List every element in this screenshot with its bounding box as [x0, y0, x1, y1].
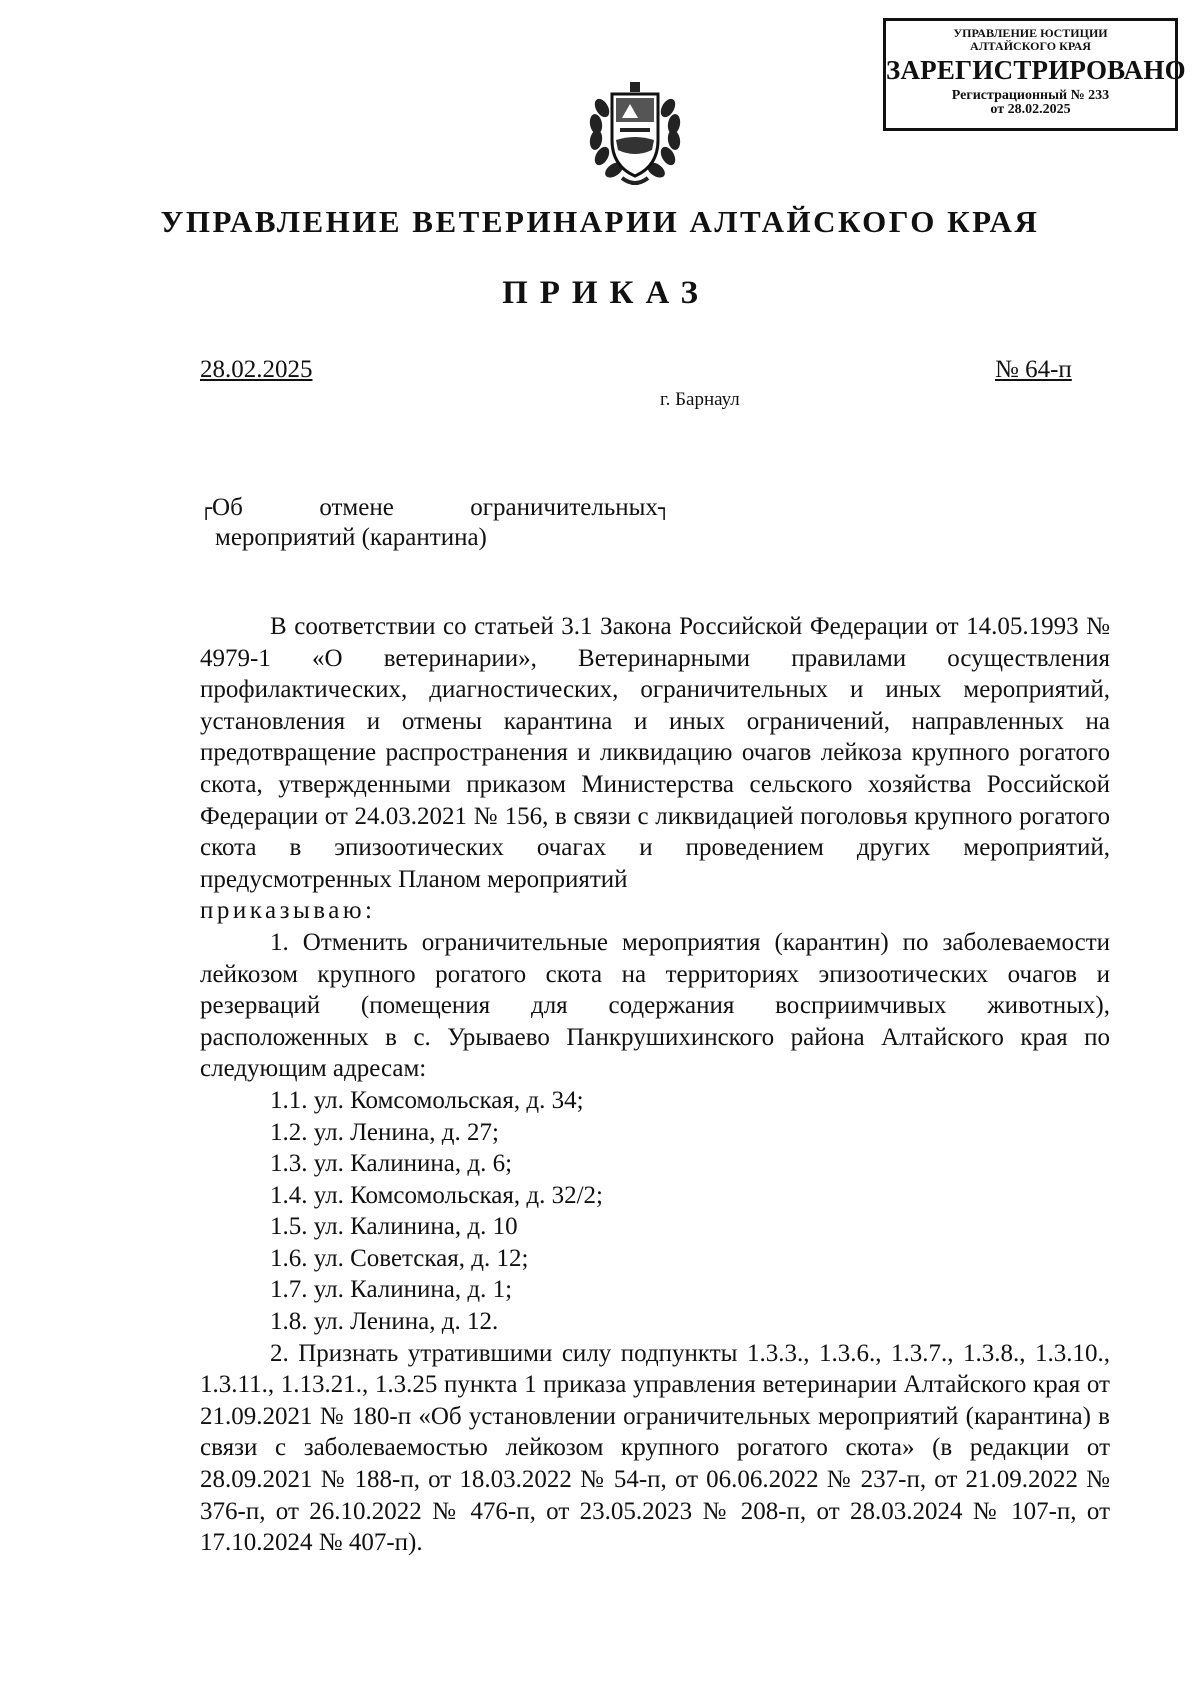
registration-stamp: [883, 18, 1186, 131]
stamp-reg-date: от 28.02.2025: [990, 102, 1071, 118]
stamp-line1: УПРАВЛЕНИЕ ЮСТИЦИИ: [953, 26, 1108, 40]
stamp-title: ЗАРЕГИСТРИРОВАНО: [886, 55, 1186, 86]
address-list-item: 1.6. ул. Советская, д. 12;: [270, 1244, 529, 1272]
address-list-item: 1.3. ул. Калинина, д. 6;: [270, 1150, 513, 1178]
organization-title: УПРАВЛЕНИЕ ВЕТЕРИНАРИИ АЛТАЙСКОГО КРАЯ: [160, 204, 1040, 239]
address-list-item: 1.1. ул. Комсомольская, д. 34;: [270, 1086, 584, 1114]
order-number: № 64-п: [995, 356, 1072, 383]
address-list-item: 1.7. ул. Калинина, д. 1;: [270, 1276, 513, 1304]
order-city: г. Барнаул: [660, 389, 740, 410]
stamp-line2: АЛТАЙСКОГО КРАЯ: [970, 38, 1091, 53]
stamp-reg-number: Регистрационный № 233: [951, 87, 1110, 103]
document-type-title: ПРИКАЗ: [502, 275, 710, 311]
altai-krai-coat-of-arms-icon: [582, 78, 688, 190]
subject-line-2: мероприятий (карантина): [215, 524, 487, 551]
subject-word-3: ограничительных: [470, 494, 658, 521]
order-subject: [200, 493, 670, 552]
address-list-item: 1.5. ул. Калинина, д. 10: [270, 1213, 518, 1241]
subject-word-1: Об: [212, 494, 243, 521]
address-list-item: 1.4. ул. Комсомольская, д. 32/2;: [270, 1181, 603, 1209]
order-word: приказываю:: [200, 897, 376, 925]
order-body: [200, 611, 1110, 1559]
item-1-paragraph: 1. Отменить ограничительные мероприятия (карантин) по заболеваемости лейкозом крупного рогатого скота на территориях эпизоотических очагов и резерваций (помещения для содержания восприимчивых животных), расположенных в с. Урываево Панкрушихинского района Алтайского края по следующим адресам:: [200, 928, 1110, 1083]
preamble-paragraph: В соответствии со статьей 3.1 Закона Российской Федерации от 14.05.1993 № 4979-1 «О ветеринарии», Ветеринарными правилами осуществления профилактических, диагностических, ограничительных и иных мероприятий, установления и отмены карантина и иных ограничений, направленных на предотвращение распространения и ликвидацию очагов лейкоза крупного рогатого скота, утвержденными приказом Министерства сельского хозяйства Российской Федерации от 24.03.2021 № 156, в связи с ликвидацией поголовья крупного рогатого скота в эпизоотических очагах и проведением других мероприятий, предусмотренных Планом мероприятий: [200, 613, 1110, 893]
item-2-paragraph: 2. Признать утратившими силу подпункты 1.3.3., 1.3.6., 1.3.7., 1.3.8., 1.3.10., 1.3.11., 1.13.21., 1.3.25 пункта 1 приказа управления ветеринарии Алтайского края от 21.09.2021 № 180-п «Об установлении ограничительных мероприятий (карантина) в связи с заболеваемостью лейкозом крупного рогатого скота» (в редакции от 28.09.2021 № 188-п, от 18.03.2022 № 54-п, от 06.06.2022 № 237-п, от 21.09.2022 № 376-п, от 26.10.2022 № 476-п, от 23.05.2023 № 208-п, от 28.03.2024 № 107-п, от 17.10.2024 № 407-п).: [200, 1339, 1110, 1557]
address-list-item: 1.2. ул. Ленина, д. 27;: [270, 1118, 499, 1146]
address-list-item: 1.8. ул. Ленина, д. 12.: [270, 1308, 499, 1336]
subject-word-2: отмене: [319, 494, 394, 521]
order-date: 28.02.2025: [200, 356, 313, 383]
bracket-open-icon: ┌: [200, 496, 213, 520]
bracket-close-icon: ┐: [657, 496, 670, 520]
